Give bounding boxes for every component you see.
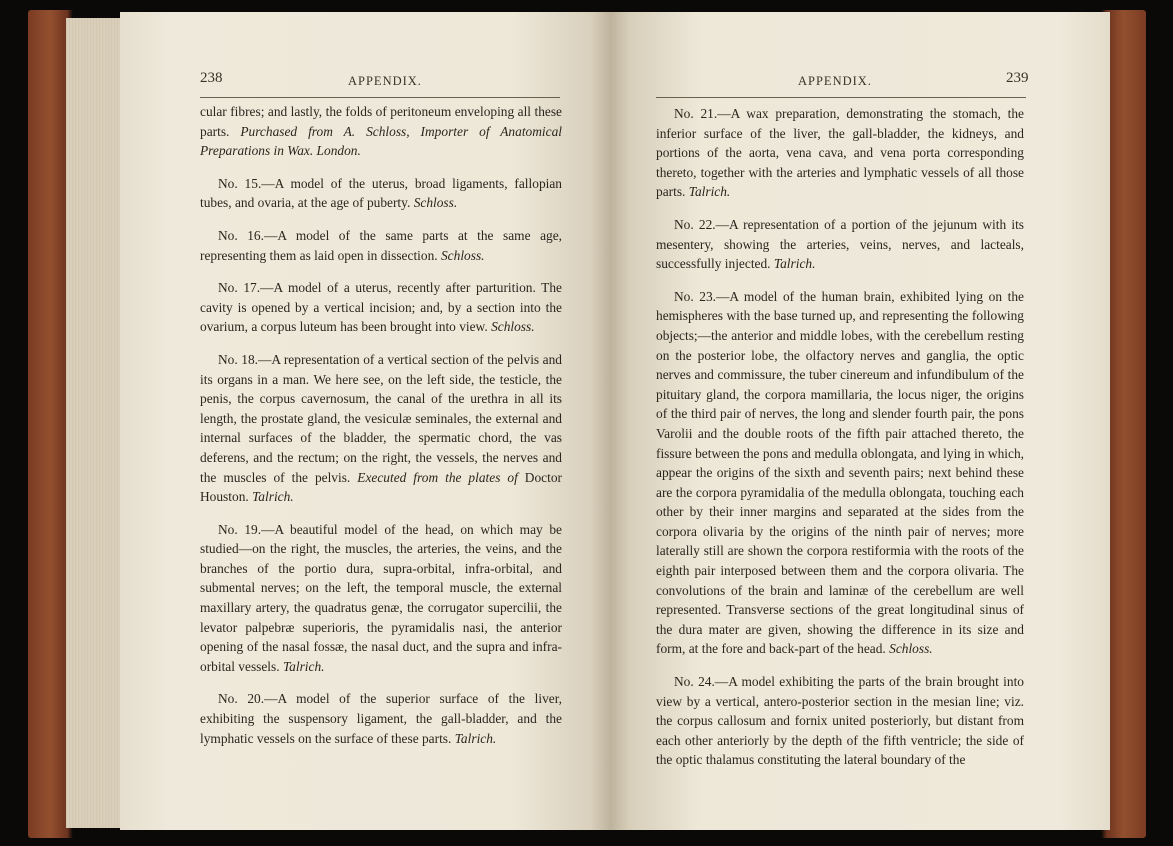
entry-21: No. 21.—A wax preparation, demonstrating the stomach, the inferior surface of the liver, the gall-bladder, the kidneys, and portions of the aorta, vena cava, and vena porta corresponding thereto, together with the arteries and lymphatic vessels of all those parts. Talrich. [656, 106, 1024, 200]
right-header-rule [656, 97, 1026, 98]
entry-18: No. 18.—A representation of a vertical section of the pelvis and its organs in a man. We here see, on the left side, the testicle, the penis, the corpus cavernosum, the canal of the urethra in all its length, the prostate gland, the vesiculæ seminales, the external and internal surfaces of the bladder, the spermatic chord, the vas deferens, and the rectum; on the right, the vessels, the nerves and the muscles of the pelvis. Executed from the plates of Doctor Houston. Talrich. [200, 351, 562, 505]
right-page [610, 12, 1110, 830]
entry-23: No. 23.—A model of the human brain, exhibited lying on the hemispheres with the base turned up, and representing the following objects;—the anterior and middle lobes, with the cerebellum resting on the posterior lobe, the olfactory nerves and ganglia, the optic nerves and commissure, the tuber cinereum and infundibulum of the pituitary gland, the corpora mamillaria, the locus niger, the origins of the third pair of nerves, the long and slender fourth pair, the pons Varolii and the double roots of the fifth pair attached thereto, the fissure between the pons and medulla oblongata, and lying in which, appear the origins of the sixth and seventh pairs; next behind these are the corpora pyramidalia of the medulla oblongata, touching each other by their inner margins and separated at the sides from the corpora olivaria by the origins of the ninth pair of nerves; more laterally still are shown the corpora restiformia with the roots of the eighth pair interposed between them and the corpora olivaria. The convolutions of the brain and laminæ of the cerebellum are well represented. Transverse sections of the great longitudinal sinus of the dura mater are given, showing the difference in its size and form, at the fore and back-part of the head. Schloss. [656, 288, 1024, 657]
entry-20: No. 20.—A model of the superior surface of the liver, exhibiting the suspensory ligament, the gall-bladder, and the lymphatic vessels on the surface of these parts. Talrich. [200, 691, 562, 746]
paragraph-continuation: cular fibres; and lastly, the folds of peritoneum enveloping all these parts. Purchased from A. Schloss, Importer of Anatomical Preparations in Wax. London. [200, 104, 562, 159]
left-running-head: APPENDIX. [348, 74, 422, 88]
right-body-text [656, 104, 1024, 770]
left-body-text [200, 102, 562, 748]
entry-22: No. 22.—A representation of a portion of the jejunum with its mesentery, showing the arteries, veins, nerves, and lacteals, successfully injected. Talrich. [656, 216, 1024, 272]
entry-16: No. 16.—A model of the same parts at the same age, representing them as laid open in dissection. Schloss. [200, 227, 562, 263]
entry-19: No. 19.—A beautiful model of the head, on which may be studied—on the right, the muscles, the arteries, the veins, and the branches of the portio dura, supra-orbital, infra-orbital, and submental nerves; on the left, the temporal muscle, the external maxillary artery, the quadratus genæ, the corrugator supercilii, the levator palpebræ superioris, the pyramidalis nasi, the anterior opening of the nasal fossæ, the nasal duct, and the supra and infra-orbital vessels. Talrich. [200, 521, 562, 674]
right-running-head: APPENDIX. [798, 74, 872, 88]
book-photo [28, 10, 1146, 838]
page-edges-left [66, 18, 126, 828]
left-page-number: 238 [200, 70, 223, 86]
right-page-number: 239 [1006, 70, 1029, 86]
entry-15: No. 15.—A model of the uterus, broad ligaments, fallopian tubes, and ovaria, at the age of puberty. Schloss. [200, 175, 562, 211]
entry-17: No. 17.—A model of a uterus, recently after parturition. The cavity is opened by a vertical incision; and, by a section into the ovarium, a corpus luteum has been brought into view. Schloss. [200, 280, 562, 335]
left-header-rule [200, 97, 560, 98]
entry-24: No. 24.—A model exhibiting the parts of the brain brought into view by a vertical, antero-posterior section in the mesian line; viz. the corpus callosum and fornix united posteriorly, but distant from each other anteriorly by the depth of the fifth ventricle; the side of the optic thalamus constituting the lateral boundary of the [656, 674, 1024, 768]
left-page [120, 12, 610, 830]
